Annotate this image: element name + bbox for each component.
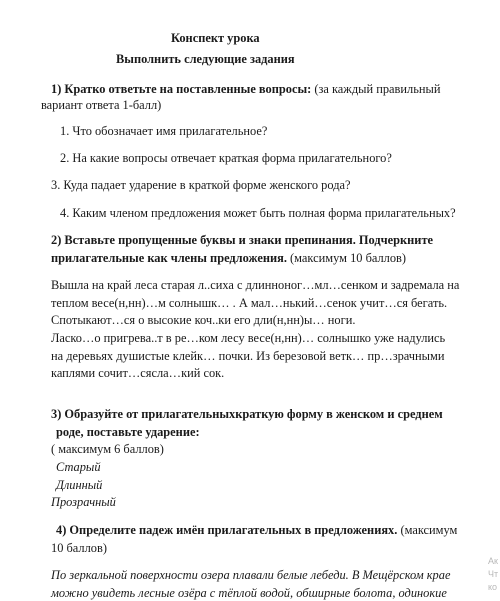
task2-heading-line2	[51, 251, 406, 266]
task1-note: (за каждый правильный	[314, 82, 441, 96]
task2-score: (максимум 10 баллов)	[290, 251, 407, 265]
task1-question-1: 1. Что обозначает имя прилагательное?	[60, 124, 268, 138]
task1-heading-line	[51, 82, 440, 97]
task2-text-line-5: на деревьях душистые клейк… почки. Из березовой ветк… пр…зрачными	[51, 349, 445, 363]
task1-question-3: 3. Куда падает ударение в краткой форме женского рода?	[51, 178, 351, 192]
task4-score-continued: 10 баллов)	[51, 541, 107, 555]
task4-text-line-2: можно увидеть лесные озёра с тёплой водой, обширные болота, одинокие	[51, 586, 447, 600]
task3-word-3: Прозрачный	[51, 495, 116, 509]
task2-text-line-2: теплом весе(н,нн)…м солнышк… . А мал…нький…сенок учит…ся бегать.	[51, 296, 448, 310]
task2-heading-line1: 2) Вставьте пропущенные буквы и знаки препинания. Подчеркните	[51, 233, 434, 247]
overlay-fragment-2: Чт	[488, 569, 499, 579]
task2-heading: прилагательные как члены предложения.	[51, 251, 287, 265]
task1-question-2: 2. На какие вопросы отвечает краткая форма прилагательного?	[60, 151, 392, 165]
task4-text-line-1: По зеркальной поверхности озера плавали белые лебеди. В Мещёрском крае	[51, 568, 451, 582]
task3-heading-line2: роде, поставьте ударение:	[56, 425, 200, 439]
task2-text-line-4: Ласко…о пригрева..т в ре…ком лесу весе(н,нн)… солнышко уже надулись	[51, 331, 446, 345]
task3-word-2: Длинный	[56, 478, 103, 492]
lesson-title: Конспект урока	[171, 31, 260, 45]
task3-heading-line1: 3) Образуйте от прилагательныхкраткую форму в женском и среднем	[51, 407, 443, 421]
task1-heading: 1) Кратко ответьте на поставленные вопросы:	[51, 82, 312, 96]
task2-text-line-6: каплями сочит…сясла…кий сок.	[51, 366, 225, 380]
overlay-fragment-1: Ак	[488, 556, 498, 566]
lesson-subtitle: Выполнить следующие задания	[116, 52, 295, 66]
task1-question-4: 4. Каким членом предложения может быть полная форма прилагательных?	[60, 206, 456, 220]
task2-text-line-3: Спотыкают…ся о высокие коч..ки его дли(н,нн)ы… ноги.	[51, 313, 356, 327]
overlay-fragment-3: ко	[488, 582, 498, 592]
task3-word-1: Старый	[56, 460, 101, 474]
task4-score: (максимум	[400, 523, 458, 537]
task4-heading: 4) Определите падеж имён прилагательных в предложениях.	[56, 523, 398, 537]
task2-text-line-1: Вышла на край леса старая л..сиха с длинноног…мл…сенком и задремала на	[51, 278, 460, 292]
task4-heading-line	[56, 523, 457, 538]
task1-note-continued: вариант ответа 1-балл)	[41, 98, 162, 112]
task3-score: ( максимум 6 баллов)	[51, 442, 164, 456]
